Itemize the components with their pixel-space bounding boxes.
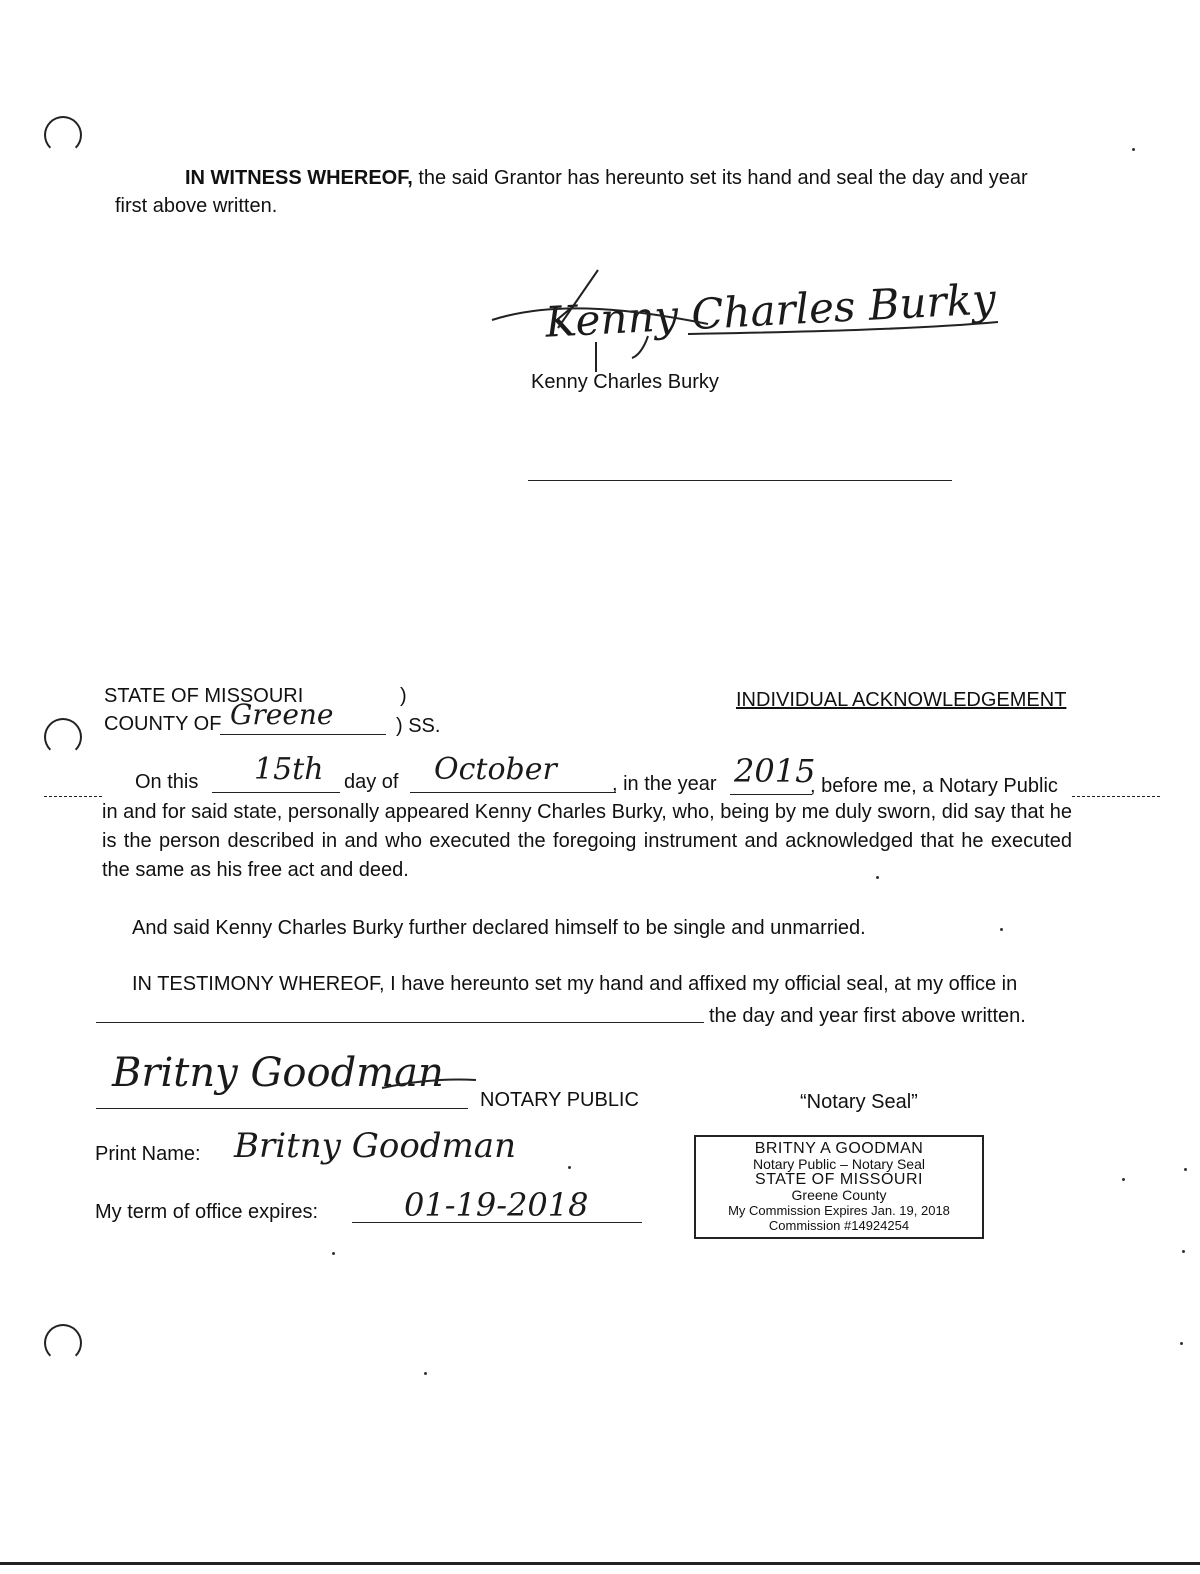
on-this-label: On this <box>135 771 199 793</box>
scan-speck <box>1132 148 1135 151</box>
term-expires-value: 01-19-2018 <box>404 1186 589 1224</box>
day-of-label: day of <box>344 771 399 793</box>
grantor-printed-name: Kenny Charles Burky <box>531 371 719 393</box>
notary-signature-flourish <box>380 1068 480 1098</box>
seal-notary-name: BRITNY A GOODMAN <box>754 1140 924 1157</box>
seal-state: STATE OF MISSOURI <box>755 1171 923 1188</box>
scan-speck <box>332 1252 335 1255</box>
print-name-value: Britny Goodman <box>234 1126 516 1166</box>
day-value: 15th <box>254 752 324 787</box>
scan-speck <box>1122 1178 1125 1181</box>
notary-seal-caption: “Notary Seal” <box>800 1091 918 1113</box>
left-dashed-rule <box>44 796 102 797</box>
year-underline <box>730 794 812 795</box>
notary-signature: Britny Goodman <box>112 1050 444 1096</box>
witness-clause-line2: first above written. <box>115 195 278 217</box>
testimony-clause: IN TESTIMONY WHEREOF, I have hereunto set my hand and affixed my official seal, at my office in <box>132 973 1018 995</box>
notary-title: NOTARY PUBLIC <box>480 1089 639 1111</box>
year-value: 2015 <box>734 752 816 790</box>
acknowledgement-heading: INDIVIDUAL ACKNOWLEDGEMENT <box>736 689 1067 711</box>
scan-speck <box>1000 928 1003 931</box>
grantor-signature: Kenny Charles Burky <box>544 274 997 347</box>
county-underline <box>220 734 386 735</box>
venue-county-value: Greene <box>230 698 334 731</box>
second-signature-line <box>528 480 952 481</box>
witness-clause <box>185 166 1028 190</box>
seal-commission-expiry: My Commission Expires Jan. 19, 2018 <box>728 1203 950 1218</box>
scan-speck <box>1180 1342 1183 1345</box>
venue-ss: ) SS. <box>396 715 441 737</box>
month-value: October <box>434 752 557 787</box>
venue-county-label: COUNTY OF <box>104 713 222 735</box>
scan-speck <box>1184 1168 1187 1171</box>
term-expires-label: My term of office expires: <box>95 1201 319 1223</box>
binder-hole-middle <box>44 718 82 756</box>
grantor-signature-flourish <box>488 262 1008 372</box>
venue-state: STATE OF MISSOURI <box>104 685 304 707</box>
scan-bottom-edge <box>0 1562 1200 1565</box>
seal-commission-number: Commission #14924254 <box>768 1218 910 1233</box>
marital-status-statement: And said Kenny Charles Burky further declared himself to be single and unmarried. <box>132 917 866 939</box>
day-underline <box>212 792 340 793</box>
witness-lead: IN WITNESS WHEREOF, <box>185 167 413 189</box>
scan-speck <box>424 1372 427 1375</box>
binder-hole-top <box>44 116 82 154</box>
notary-seal-stamp <box>694 1135 984 1239</box>
notary-signature-line <box>96 1108 468 1109</box>
scan-speck <box>568 1166 571 1169</box>
binder-hole-bottom <box>44 1324 82 1362</box>
in-the-year-label: , in the year <box>612 773 717 795</box>
seal-county: Greene County <box>791 1187 887 1203</box>
before-me-text: , before me, a Notary Public <box>810 775 1058 797</box>
acknowledgement-body: in and for said state, personally appeared Kenny Charles Burky, who, being by me duly sworn, did say that he is the person described in and who executed the foregoing instrument and acknowledged that he executed the same as his free act and deed. <box>102 801 1072 881</box>
testimony-clause-end: the day and year first above written. <box>709 1005 1026 1027</box>
print-name-label: Print Name: <box>95 1143 201 1165</box>
scan-speck <box>1182 1250 1185 1253</box>
witness-text: the said Grantor has hereunto set its hand and seal the day and year <box>412 167 1028 189</box>
month-underline <box>410 792 616 793</box>
venue-paren: ) <box>400 685 407 707</box>
office-location-underline <box>96 1022 704 1023</box>
right-dashed-rule <box>1072 796 1160 797</box>
seal-title: Notary Public – Notary Seal <box>753 1156 925 1172</box>
